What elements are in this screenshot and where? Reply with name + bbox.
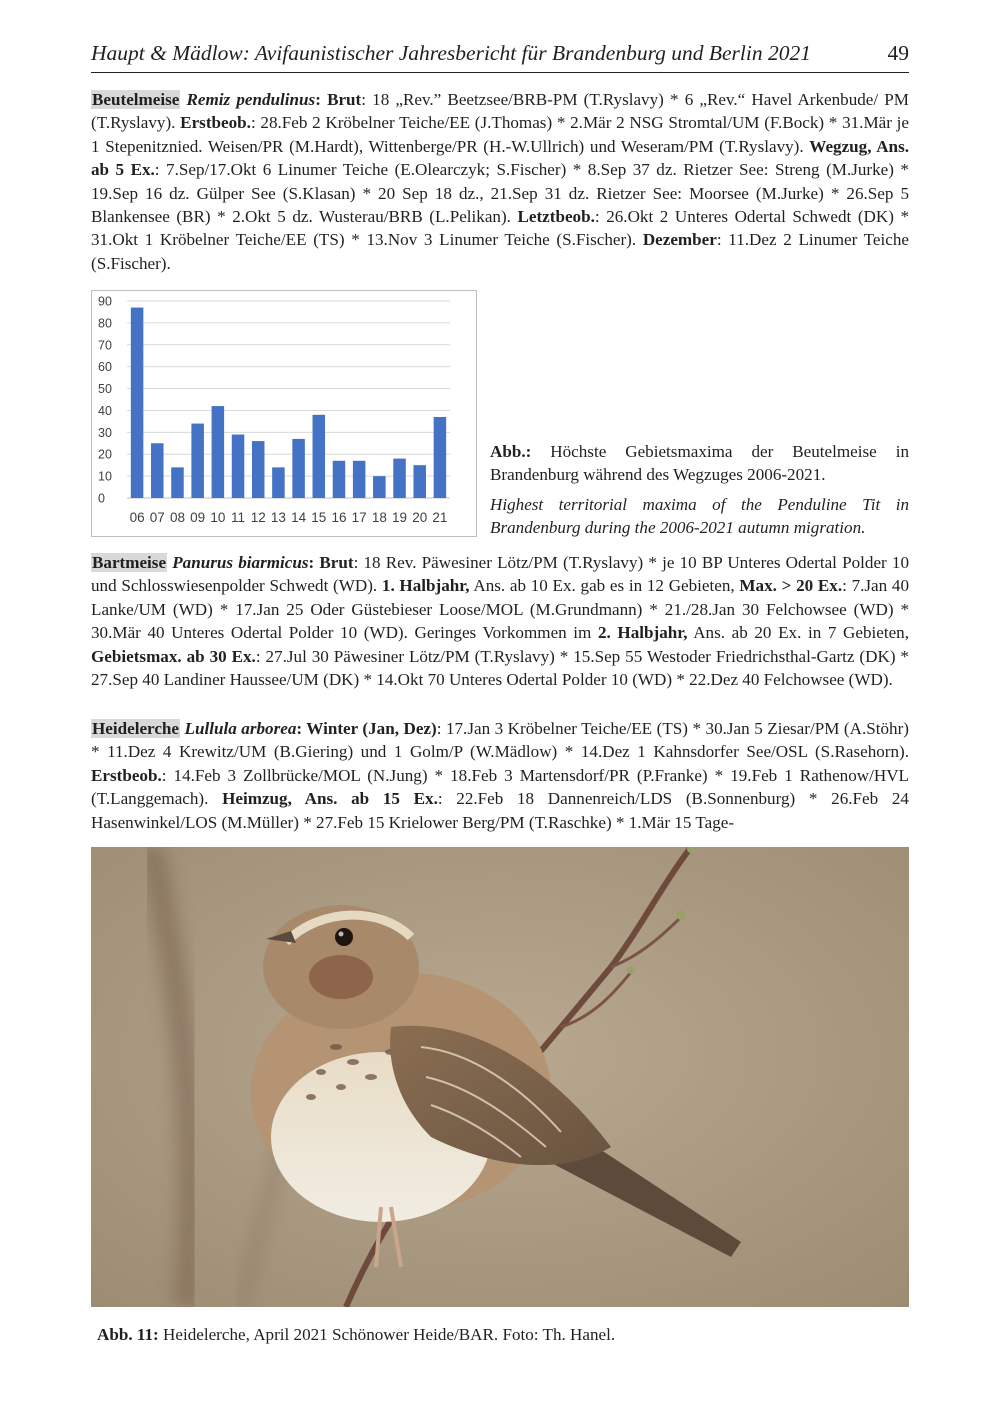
entry-text: : 28.Feb 2 Kröbelner Teiche/EE (J.Thomas) * 2.Mär 2 NSG Stromtal/UM (F.Bock) * 31.Mär je 1 Stepenitznied. Weisen/PR (M.Hardt), Wittenberge/PR (H.-W.Ullrich) und Weseram/PM (T.Ryslavy). [91, 113, 909, 156]
section-label: 1. Halbjahr, [381, 576, 470, 596]
entry-text: : 26.Okt 2 Unteres Odertal Schwedt (DK) * 31.Okt 1 Kröbelner Teiche/EE (TS) * 13.Nov 3 Linumer Teiche (S.Fischer). [91, 207, 909, 250]
bar-12 [252, 441, 265, 498]
figure-caption-english: Highest territorial maxima of the Penduline Tit in Brandenburg during the 2006-2021 autumn migration. [490, 495, 909, 538]
section-label: Erstbeob. [180, 113, 251, 133]
woodlark-photo [91, 847, 909, 1307]
entry-text: : 17.Jan 3 Kröbelner Teiche/EE (TS) * 30.Jan 5 Ziesar/PM (A.Stöhr) * 11.Dez 4 Krewitz/UM (B.Giering) und 1 Golm/P (W.Mädlow) * 14.Dez 1 Kahnsdorfer See/OSL (S.Rasehorn). [91, 719, 909, 762]
x-tick-label: 15 [311, 510, 327, 525]
bar-16 [333, 461, 346, 498]
y-tick-label: 90 [98, 294, 112, 309]
photo-caption [97, 1323, 615, 1346]
section-label: Heimzug, Ans. ab 15 Ex. [222, 789, 438, 809]
entry-bartmeise [91, 551, 909, 691]
x-tick-label: 06 [129, 510, 145, 525]
y-tick-label: 60 [98, 360, 112, 375]
x-tick-label: 19 [392, 510, 408, 525]
entry-text: : 27.Jul 30 Päwesiner Lötz/PM (T.Ryslavy) * 15.Sep 55 Westoder Friedrichsthal-Gartz (DK) * 27.Sep 40 Landiner Haussee/UM (DK) * 14.Okt 70 Unteres Odertal Polder 10 (WD) * 22.Dez 40 Felchowsee (WD). [91, 646, 909, 690]
latin-name: Remiz pendulinus [186, 90, 316, 109]
chart-svg [92, 291, 476, 536]
section-label: Wegzug, Ans. ab 5 Ex. [91, 136, 909, 180]
x-tick-label: 11 [231, 510, 246, 525]
section-label: Erstbeob. [91, 765, 162, 785]
entry-text: : 7.Sep/17.Okt 6 Linumer Teiche (E.Olearczyk; S.Fischer) * 8.Sep 37 dz. Rietzer See: Streng (M.Jurke) * 19.Sep 16 dz. Gülper See (S.Klasan) * 20 Sep 18 dz., 21.Sep 31 dz. Rietzer See: Moorsee (M.Jurke) * 26.Sep 5 Blankensee (BR) * 2.Okt 5 dz. Wusterau/BRB (L.Pelikan). [91, 160, 909, 227]
y-tick-label: 40 [98, 403, 112, 418]
x-tick-label: 14 [291, 510, 307, 525]
entry-heidelerche [91, 717, 909, 834]
section-label: Brut [327, 90, 362, 109]
bar-10 [212, 406, 225, 498]
y-tick-label: 0 [98, 491, 105, 506]
running-head [91, 38, 909, 73]
section-label: Max. > 20 Ex. [739, 576, 843, 596]
section-label: Letztbeob. [517, 207, 595, 227]
entry-beutelmeise [91, 88, 909, 275]
bar-14 [292, 439, 305, 498]
photo-caption-label: Abb. 11: [97, 1325, 159, 1344]
y-tick-label: 50 [98, 382, 112, 397]
section-label: : [315, 90, 328, 109]
entry-text: : 18 „Rev.” Beetzsee/BRB-PM (T.Ryslavy) * 6 „Rev.“ Havel Arkenbude/ PM (T.Ryslavy). [91, 90, 910, 133]
section-label: Dezember [642, 230, 717, 250]
bar-20 [413, 465, 426, 498]
y-tick-label: 30 [98, 425, 112, 440]
x-tick-label: 13 [270, 510, 286, 525]
section-label: : [296, 719, 307, 738]
entry-text: : 22.Feb 18 Dannenreich/LDS (B.Sonnenburg) * 26.Feb 24 Hasenwinkel/LOS (M.Müller) * 27.Feb 15 Krielower Berg/PM (T.Raschke) * 1.Mär 15 Tage- [91, 789, 909, 832]
bar-13 [272, 467, 285, 498]
bar-19 [393, 459, 406, 498]
species-name: Heidelerche [92, 719, 180, 738]
section-label: Winter (Jan, Dez) [306, 719, 437, 738]
species-name: Bartmeise [92, 553, 167, 572]
y-tick-label: 10 [98, 469, 112, 484]
x-tick-label: 07 [149, 510, 165, 525]
x-tick-label: 10 [210, 510, 226, 525]
running-title: Haupt & Mädlow: Avifaunistischer Jahresbericht für Brandenburg und Berlin 2021 [91, 41, 811, 65]
x-tick-label: 12 [250, 510, 266, 525]
species-name: Beutelmeise [92, 90, 180, 109]
x-tick-label: 17 [351, 510, 367, 525]
section-label: Brut [319, 553, 354, 572]
section-label: Gebietsmax. ab 30 Ex. [91, 646, 256, 666]
bar-06 [131, 308, 144, 498]
x-tick-label: 21 [432, 510, 448, 525]
latin-name: Panurus biarmicus [172, 553, 309, 572]
entry-text: : 18 Rev. Päwesiner Lötz/PM (T.Ryslavy) * je 10 BP Unteres Odertal Polder 10 und Schlosswiesenpolder Schwedt (WD). [91, 553, 910, 596]
entry-text: : 11.Dez 2 Linumer Teiche (S.Fischer). [91, 230, 909, 273]
y-tick-label: 70 [98, 338, 112, 353]
section-label: : [308, 553, 320, 572]
section-label: 2. Halbjahr, [597, 623, 688, 643]
figure-caption-german [490, 440, 909, 487]
y-tick-label: 80 [98, 316, 112, 331]
x-tick-label: 16 [331, 510, 347, 525]
entry-text: Ans. ab 20 Ex. in 7 Gebieten, [687, 623, 910, 643]
x-tick-label: 09 [190, 510, 206, 525]
figure-caption-label: Abb.: [490, 442, 532, 461]
bar-07 [151, 443, 164, 498]
figure-caption-text: Höchste Gebietsmaxima der Beutelmeise in Brandenburg während des Wegzuges 2006-2021. [490, 442, 909, 485]
x-tick-label: 20 [412, 510, 428, 525]
bar-15 [313, 415, 326, 498]
x-tick-label: 18 [371, 510, 387, 525]
bar-chart [91, 290, 477, 537]
latin-name: Lullula arborea [184, 719, 297, 738]
bar-08 [171, 467, 184, 498]
entry-text: Ans. ab 10 Ex. gab es in 12 Gebieten, [469, 576, 740, 596]
page-number: 49 [887, 41, 909, 65]
woodlark-illustration [91, 847, 909, 1307]
entry-text: : 14.Feb 3 Zollbrücke/MOL (N.Jung) * 18.Feb 3 Martensdorf/PR (P.Franke) * 19.Feb 1 Rathenow/HVL (T.Langgemach). [91, 765, 909, 809]
y-tick-label: 20 [98, 447, 112, 462]
bar-09 [191, 424, 204, 498]
bar-17 [353, 461, 366, 498]
bar-18 [373, 476, 386, 498]
x-tick-label: 08 [169, 510, 185, 525]
entry-text: : 7.Jan 40 Lanke/UM (WD) * 17.Jan 25 Oder Güstebieser Loose/MOL (M.Grundmann) * 21./28.Jan 30 Felchowsee (WD) * 30.Mär 40 Unteres Odertal Polder 10 (WD). Geringes Vorkommen im [91, 576, 909, 643]
bar-21 [434, 417, 447, 498]
photo-caption-text: Heidelerche, April 2021 Schönower Heide/BAR. Foto: Th. Hanel. [158, 1325, 616, 1344]
bar-11 [232, 435, 245, 498]
